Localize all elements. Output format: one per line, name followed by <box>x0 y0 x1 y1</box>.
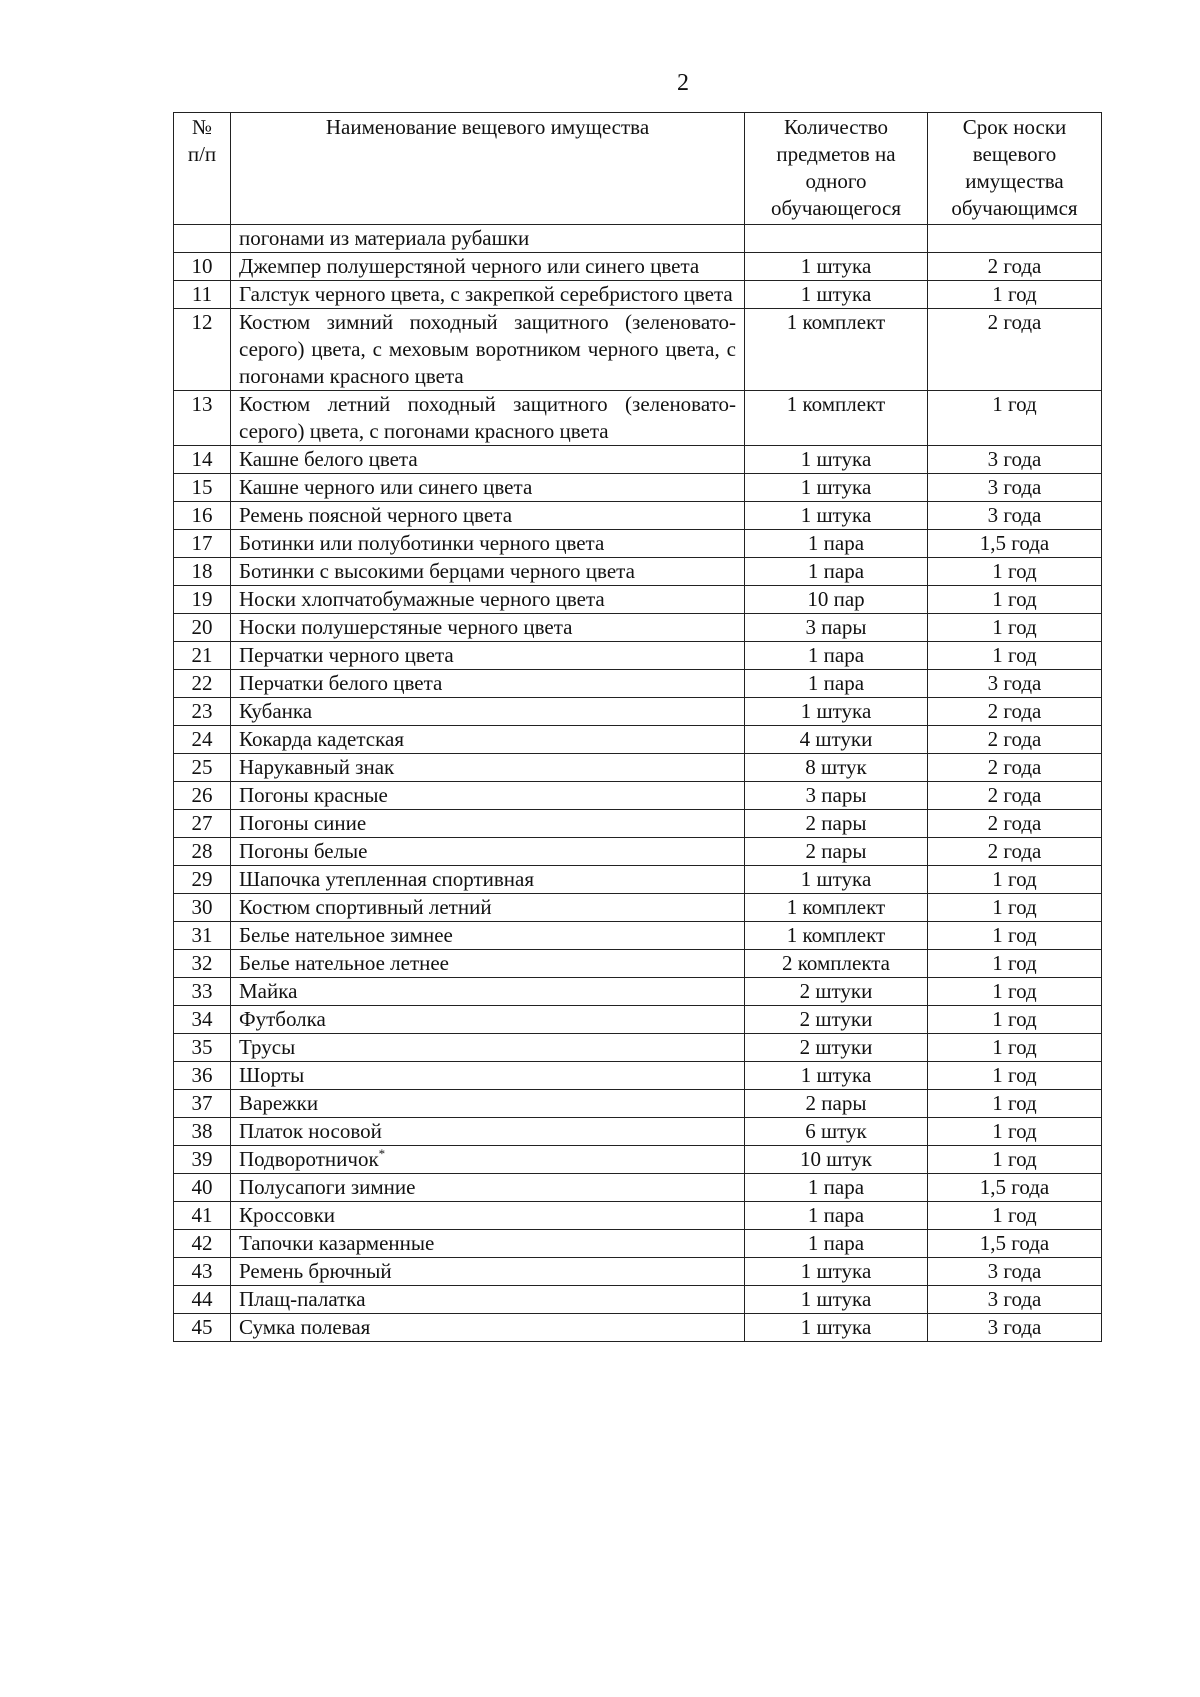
item-term: 1 год <box>928 1118 1102 1146</box>
item-quantity: 1 штука <box>745 446 928 474</box>
item-name <box>231 698 745 726</box>
item-name-text: Джемпер полушерстяной черного или синего цвета <box>239 254 700 278</box>
item-name-text: Плащ-палатка <box>239 1287 366 1311</box>
table-row <box>174 253 1102 281</box>
table-row <box>174 1258 1102 1286</box>
row-number: 29 <box>174 866 231 894</box>
table-row <box>174 1090 1102 1118</box>
item-quantity: 1 пара <box>745 558 928 586</box>
item-name <box>231 225 745 253</box>
item-name-text: Костюм зимний походный защитного (зеленовато-серого) цвета, с меховым воротником черного цвета, с погонами красного цвета <box>239 310 736 388</box>
item-name <box>231 726 745 754</box>
item-name-text: Ботинки или полуботинки черного цвета <box>239 531 605 555</box>
table-row <box>174 922 1102 950</box>
item-term: 1,5 года <box>928 1230 1102 1258</box>
item-term: 1,5 года <box>928 1174 1102 1202</box>
item-term: 3 года <box>928 474 1102 502</box>
item-term: 1 год <box>928 558 1102 586</box>
row-number: 17 <box>174 530 231 558</box>
item-quantity: 2 штуки <box>745 978 928 1006</box>
item-name <box>231 1174 745 1202</box>
item-name <box>231 894 745 922</box>
row-number: 40 <box>174 1174 231 1202</box>
item-term: 2 года <box>928 810 1102 838</box>
row-number: 26 <box>174 782 231 810</box>
item-term: 1 год <box>928 1202 1102 1230</box>
table-row <box>174 281 1102 309</box>
item-term: 1 год <box>928 978 1102 1006</box>
item-name-text: Белье нательное зимнее <box>239 923 453 947</box>
item-name-text: Шорты <box>239 1063 305 1087</box>
table-row <box>174 978 1102 1006</box>
row-number: 23 <box>174 698 231 726</box>
item-quantity: 1 комплект <box>745 894 928 922</box>
item-term: 2 года <box>928 754 1102 782</box>
item-name <box>231 978 745 1006</box>
item-name-text: Ремень брючный <box>239 1259 392 1283</box>
row-number: 44 <box>174 1286 231 1314</box>
item-quantity: 1 штука <box>745 502 928 530</box>
item-quantity: 1 комплект <box>745 922 928 950</box>
item-name <box>231 1286 745 1314</box>
item-quantity: 2 пары <box>745 810 928 838</box>
item-quantity: 1 штука <box>745 474 928 502</box>
row-number: 43 <box>174 1258 231 1286</box>
item-name <box>231 1230 745 1258</box>
row-number: 25 <box>174 754 231 782</box>
table-row <box>174 1146 1102 1174</box>
table-row <box>174 225 1102 253</box>
table-body <box>174 225 1102 1342</box>
table-row <box>174 670 1102 698</box>
item-name-text: Кашне черного или синего цвета <box>239 475 533 499</box>
item-quantity: 3 пары <box>745 782 928 810</box>
item-name <box>231 1258 745 1286</box>
table-row <box>174 391 1102 446</box>
page-number: 2 <box>677 70 689 96</box>
item-quantity: 2 пары <box>745 838 928 866</box>
item-term: 1 год <box>928 922 1102 950</box>
item-name <box>231 614 745 642</box>
item-name <box>231 309 745 391</box>
inventory-table <box>173 112 1102 1342</box>
row-number: 36 <box>174 1062 231 1090</box>
item-name-text: Погоны красные <box>239 783 388 807</box>
table-row <box>174 726 1102 754</box>
table-row <box>174 642 1102 670</box>
item-quantity <box>745 225 928 253</box>
item-name <box>231 950 745 978</box>
item-quantity: 2 пары <box>745 1090 928 1118</box>
row-number: 16 <box>174 502 231 530</box>
row-number: 22 <box>174 670 231 698</box>
item-quantity: 1 комплект <box>745 309 928 391</box>
table-row <box>174 782 1102 810</box>
item-quantity: 10 штук <box>745 1146 928 1174</box>
item-term: 1 год <box>928 1006 1102 1034</box>
item-name-text: Шапочка утепленная спортивная <box>239 867 535 891</box>
table-row <box>174 1286 1102 1314</box>
item-name-text: Кашне белого цвета <box>239 447 418 471</box>
item-name <box>231 1034 745 1062</box>
item-name-text: Футболка <box>239 1007 326 1031</box>
item-name-text: погонами из материала рубашки <box>239 226 530 250</box>
table-row <box>174 502 1102 530</box>
table-row <box>174 1006 1102 1034</box>
table-row <box>174 754 1102 782</box>
item-term: 1 год <box>928 642 1102 670</box>
item-name-text: Перчатки черного цвета <box>239 643 454 667</box>
item-name <box>231 1062 745 1090</box>
row-number: 15 <box>174 474 231 502</box>
row-number: 19 <box>174 586 231 614</box>
item-name <box>231 474 745 502</box>
item-name-text: Белье нательное летнее <box>239 951 449 975</box>
item-name-text: Сумка полевая <box>239 1315 371 1339</box>
item-quantity: 1 пара <box>745 530 928 558</box>
item-quantity: 1 штука <box>745 1314 928 1342</box>
item-name-text: Носки полушерстяные черного цвета <box>239 615 573 639</box>
item-name-text: Нарукавный знак <box>239 755 395 779</box>
row-number: 21 <box>174 642 231 670</box>
item-name-text: Кроссовки <box>239 1203 336 1227</box>
row-number: 30 <box>174 894 231 922</box>
item-quantity: 1 штука <box>745 866 928 894</box>
table-row <box>174 1314 1102 1342</box>
item-term <box>928 225 1102 253</box>
item-term: 1,5 года <box>928 530 1102 558</box>
item-term: 1 год <box>928 866 1102 894</box>
header-quantity: Количество предметов на одного обучающегося <box>745 113 928 225</box>
row-number: 18 <box>174 558 231 586</box>
item-name-text: Полусапоги зимние <box>239 1175 416 1199</box>
row-number: 38 <box>174 1118 231 1146</box>
item-name <box>231 754 745 782</box>
item-term: 1 год <box>928 950 1102 978</box>
table-row <box>174 1062 1102 1090</box>
item-term: 1 год <box>928 614 1102 642</box>
table-row <box>174 950 1102 978</box>
item-quantity: 2 штуки <box>745 1034 928 1062</box>
item-term: 3 года <box>928 1286 1102 1314</box>
row-number: 12 <box>174 309 231 391</box>
item-name-text: Тапочки казарменные <box>239 1231 435 1255</box>
item-term: 1 год <box>928 1062 1102 1090</box>
item-term: 3 года <box>928 670 1102 698</box>
item-quantity: 8 штук <box>745 754 928 782</box>
item-name <box>231 558 745 586</box>
table-row <box>174 1230 1102 1258</box>
row-number: 35 <box>174 1034 231 1062</box>
item-quantity: 1 пара <box>745 642 928 670</box>
table-row <box>174 614 1102 642</box>
item-term: 1 год <box>928 586 1102 614</box>
item-name-text: Майка <box>239 979 298 1003</box>
item-term: 2 года <box>928 782 1102 810</box>
item-quantity: 1 пара <box>745 1202 928 1230</box>
item-name-text: Трусы <box>239 1035 296 1059</box>
table-row <box>174 838 1102 866</box>
row-number: 45 <box>174 1314 231 1342</box>
item-term: 2 года <box>928 253 1102 281</box>
row-number <box>174 225 231 253</box>
item-quantity: 4 штуки <box>745 726 928 754</box>
item-quantity: 10 пар <box>745 586 928 614</box>
item-name <box>231 838 745 866</box>
item-name-text: Подворотничок <box>239 1147 379 1171</box>
row-number: 24 <box>174 726 231 754</box>
item-name <box>231 782 745 810</box>
item-term: 1 год <box>928 894 1102 922</box>
item-name <box>231 391 745 446</box>
table-row <box>174 1118 1102 1146</box>
item-quantity: 1 штука <box>745 1258 928 1286</box>
item-quantity: 3 пары <box>745 614 928 642</box>
item-name-text: Галстук черного цвета, с закрепкой серебристого цвета <box>239 282 733 306</box>
row-number: 34 <box>174 1006 231 1034</box>
item-quantity: 1 комплект <box>745 391 928 446</box>
item-name <box>231 1006 745 1034</box>
table-row <box>174 894 1102 922</box>
item-term: 2 года <box>928 698 1102 726</box>
item-name <box>231 281 745 309</box>
item-name-text: Погоны белые <box>239 839 368 863</box>
row-number: 32 <box>174 950 231 978</box>
item-name-text: Кокарда кадетская <box>239 727 404 751</box>
item-quantity: 1 штука <box>745 1062 928 1090</box>
header-name: Наименование вещевого имущества <box>231 113 745 225</box>
row-number: 33 <box>174 978 231 1006</box>
item-quantity: 1 штука <box>745 253 928 281</box>
item-name <box>231 1118 745 1146</box>
row-number: 28 <box>174 838 231 866</box>
item-name <box>231 1090 745 1118</box>
item-quantity: 2 штуки <box>745 1006 928 1034</box>
item-name <box>231 810 745 838</box>
row-number: 14 <box>174 446 231 474</box>
item-term: 2 года <box>928 309 1102 391</box>
item-quantity: 1 штука <box>745 698 928 726</box>
item-name <box>231 1146 745 1174</box>
item-name <box>231 670 745 698</box>
item-name-text: Носки хлопчатобумажные черного цвета <box>239 587 605 611</box>
item-term: 1 год <box>928 281 1102 309</box>
item-quantity: 2 комплекта <box>745 950 928 978</box>
item-term: 2 года <box>928 838 1102 866</box>
item-name-text: Костюм спортивный летний <box>239 895 492 919</box>
table-row <box>174 586 1102 614</box>
item-name <box>231 253 745 281</box>
table-row <box>174 698 1102 726</box>
item-term: 3 года <box>928 446 1102 474</box>
item-term: 3 года <box>928 1258 1102 1286</box>
item-quantity: 1 пара <box>745 1230 928 1258</box>
item-quantity: 1 пара <box>745 1174 928 1202</box>
item-name-text: Погоны синие <box>239 811 367 835</box>
item-quantity: 6 штук <box>745 1118 928 1146</box>
table-row <box>174 866 1102 894</box>
row-number: 31 <box>174 922 231 950</box>
header-term: Срок носки вещевого имущества обучающимся <box>928 113 1102 225</box>
item-term: 3 года <box>928 502 1102 530</box>
item-quantity: 1 штука <box>745 281 928 309</box>
table-header-row <box>174 113 1102 225</box>
item-name-text: Костюм летний походный защитного (зеленовато-серого) цвета, с погонами красного цвета <box>239 392 736 443</box>
item-name <box>231 866 745 894</box>
table-row <box>174 1174 1102 1202</box>
footnote-mark: * <box>378 1146 386 1161</box>
item-term: 1 год <box>928 1146 1102 1174</box>
item-name-text: Перчатки белого цвета <box>239 671 443 695</box>
item-name <box>231 642 745 670</box>
table-row <box>174 309 1102 391</box>
item-name <box>231 586 745 614</box>
table-row <box>174 810 1102 838</box>
item-name-text: Кубанка <box>239 699 313 723</box>
item-term: 1 год <box>928 1034 1102 1062</box>
item-name <box>231 922 745 950</box>
item-name <box>231 530 745 558</box>
row-number: 27 <box>174 810 231 838</box>
row-number: 39 <box>174 1146 231 1174</box>
item-name <box>231 1314 745 1342</box>
item-name <box>231 446 745 474</box>
row-number: 11 <box>174 281 231 309</box>
table-row <box>174 558 1102 586</box>
table-row <box>174 446 1102 474</box>
item-term: 1 год <box>928 391 1102 446</box>
item-name-text: Платок носовой <box>239 1119 382 1143</box>
item-term: 1 год <box>928 1090 1102 1118</box>
row-number: 37 <box>174 1090 231 1118</box>
item-name <box>231 1202 745 1230</box>
row-number: 41 <box>174 1202 231 1230</box>
row-number: 42 <box>174 1230 231 1258</box>
row-number: 13 <box>174 391 231 446</box>
item-name <box>231 502 745 530</box>
table-row <box>174 474 1102 502</box>
item-quantity: 1 пара <box>745 670 928 698</box>
table-row <box>174 1202 1102 1230</box>
item-name-text: Ботинки с высокими берцами черного цвета <box>239 559 635 583</box>
table-row <box>174 530 1102 558</box>
item-term: 2 года <box>928 726 1102 754</box>
item-quantity: 1 штука <box>745 1286 928 1314</box>
header-num: № п/п <box>174 113 231 225</box>
item-name-text: Ремень поясной черного цвета <box>239 503 513 527</box>
item-term: 3 года <box>928 1314 1102 1342</box>
row-number: 20 <box>174 614 231 642</box>
item-name-text: Варежки <box>239 1091 319 1115</box>
row-number: 10 <box>174 253 231 281</box>
table-row <box>174 1034 1102 1062</box>
